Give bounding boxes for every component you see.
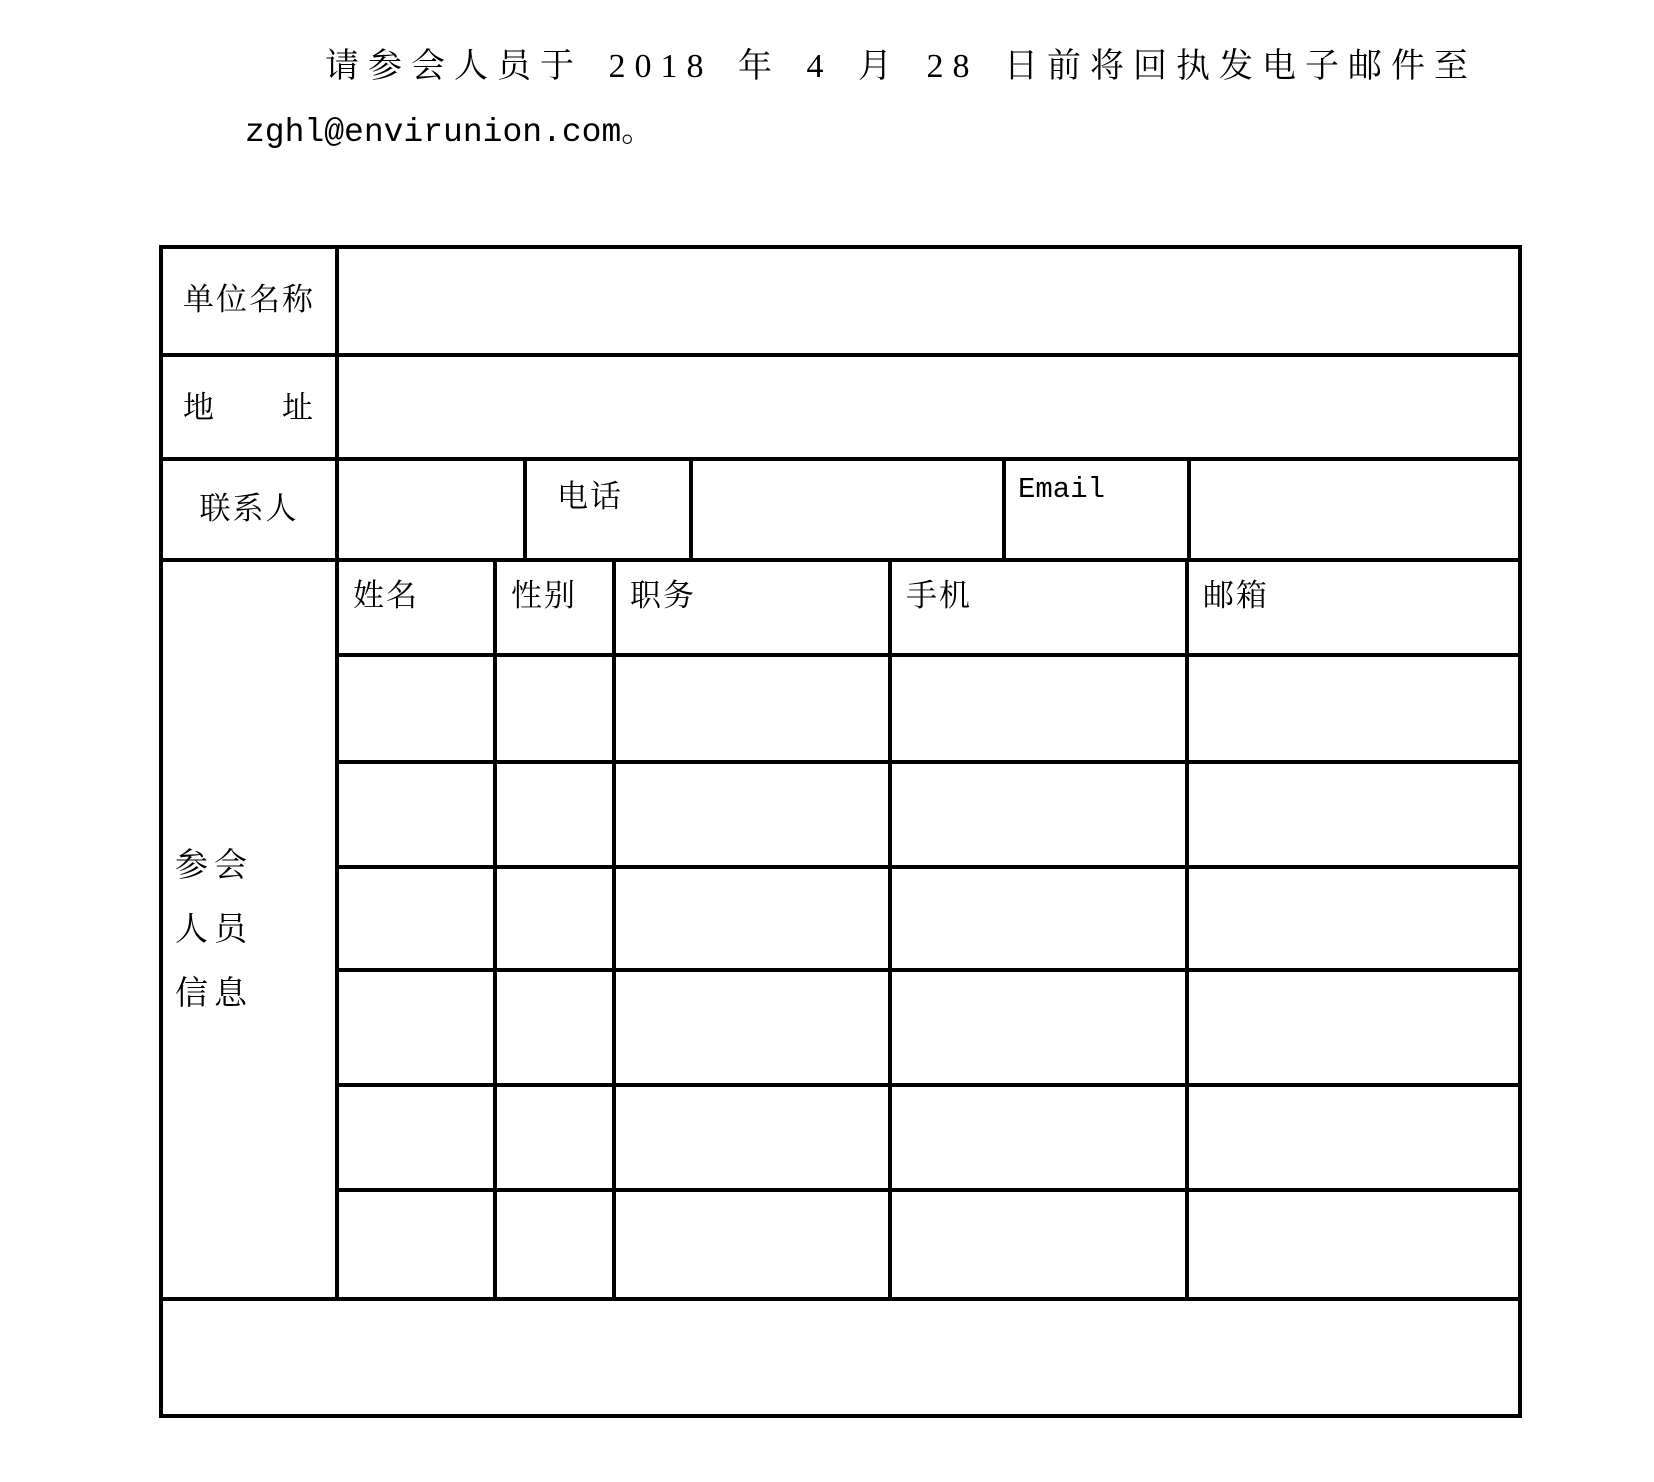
org-name-label: 单位名称 (183, 282, 315, 317)
attendee-row (339, 1083, 1518, 1188)
attendee-cell-title[interactable] (612, 657, 888, 760)
intro-text-line-1: 请参会人员于 2018 年 4 月 28 日前将回执发电子邮件至 (325, 48, 1477, 85)
attendee-cell-name[interactable] (339, 764, 493, 865)
attendee-cell-title[interactable] (612, 1192, 888, 1297)
attendee-row (339, 653, 1518, 760)
attendee-label-line: 参会 (175, 847, 253, 884)
contact-label: 联系人 (199, 491, 299, 526)
attendee-label-line: 信息 (175, 975, 253, 1012)
attendee-row (339, 760, 1518, 865)
attendee-cell-email[interactable] (1185, 869, 1518, 968)
attendee-cell-name[interactable] (339, 1192, 493, 1297)
notes-row (163, 1297, 1518, 1414)
attendee-grid (335, 562, 1518, 1297)
attendee-cell-gender[interactable] (493, 972, 612, 1083)
attendee-cell-mobile[interactable] (888, 972, 1185, 1083)
phone-input-cell[interactable] (689, 461, 1002, 558)
address-input-cell[interactable] (335, 357, 1518, 457)
column-header-email: 邮箱 (1185, 562, 1518, 653)
attendee-section (163, 558, 1518, 1297)
attendee-cell-mobile[interactable] (888, 1087, 1185, 1188)
org-name-row (163, 249, 1518, 353)
attendee-cell-email[interactable] (1185, 657, 1518, 760)
attendee-cell-gender[interactable] (493, 1087, 612, 1188)
attendee-row (339, 865, 1518, 968)
attendee-cell-gender[interactable] (493, 657, 612, 760)
email-input-cell[interactable] (1187, 461, 1518, 558)
attendee-cell-email[interactable] (1185, 1192, 1518, 1297)
attendee-label-line: 人员 (175, 911, 253, 948)
address-label: 地 址 (183, 390, 315, 425)
attendee-section-label (163, 562, 335, 1297)
attendee-cell-mobile[interactable] (888, 869, 1185, 968)
attendee-cell-title[interactable] (612, 869, 888, 968)
attendee-cell-mobile[interactable] (888, 764, 1185, 865)
attendee-cell-name[interactable] (339, 869, 493, 968)
attendee-cell-email[interactable] (1185, 764, 1518, 865)
attendee-cell-name[interactable] (339, 972, 493, 1083)
attendee-row (339, 968, 1518, 1083)
attendee-cell-name[interactable] (339, 657, 493, 760)
attendee-cell-title[interactable] (612, 764, 888, 865)
column-header-title: 职务 (612, 562, 888, 653)
registration-table (159, 245, 1522, 1418)
contact-row (163, 457, 1518, 558)
phone-label: 电话 (523, 461, 689, 558)
column-header-mobile: 手机 (888, 562, 1185, 653)
column-header-gender: 性别 (493, 562, 612, 653)
intro-email-address: zghl@envirunion.com。 (245, 114, 655, 151)
contact-input-cell[interactable] (335, 461, 523, 558)
attendee-header-row (339, 562, 1518, 653)
attendee-cell-email[interactable] (1185, 1087, 1518, 1188)
org-name-input-cell[interactable] (335, 249, 1518, 353)
email-label: Email (1002, 461, 1187, 558)
attendee-row (339, 1188, 1518, 1297)
attendee-cell-gender[interactable] (493, 1192, 612, 1297)
attendee-cell-gender[interactable] (493, 869, 612, 968)
attendee-cell-name[interactable] (339, 1087, 493, 1188)
notes-input-cell[interactable] (163, 1301, 1518, 1414)
attendee-cell-gender[interactable] (493, 764, 612, 865)
attendee-cell-mobile[interactable] (888, 657, 1185, 760)
attendee-cell-mobile[interactable] (888, 1192, 1185, 1297)
attendee-cell-title[interactable] (612, 1087, 888, 1188)
attendee-cell-title[interactable] (612, 972, 888, 1083)
address-row (163, 353, 1518, 457)
column-header-name: 姓名 (353, 578, 419, 613)
attendee-cell-email[interactable] (1185, 972, 1518, 1083)
